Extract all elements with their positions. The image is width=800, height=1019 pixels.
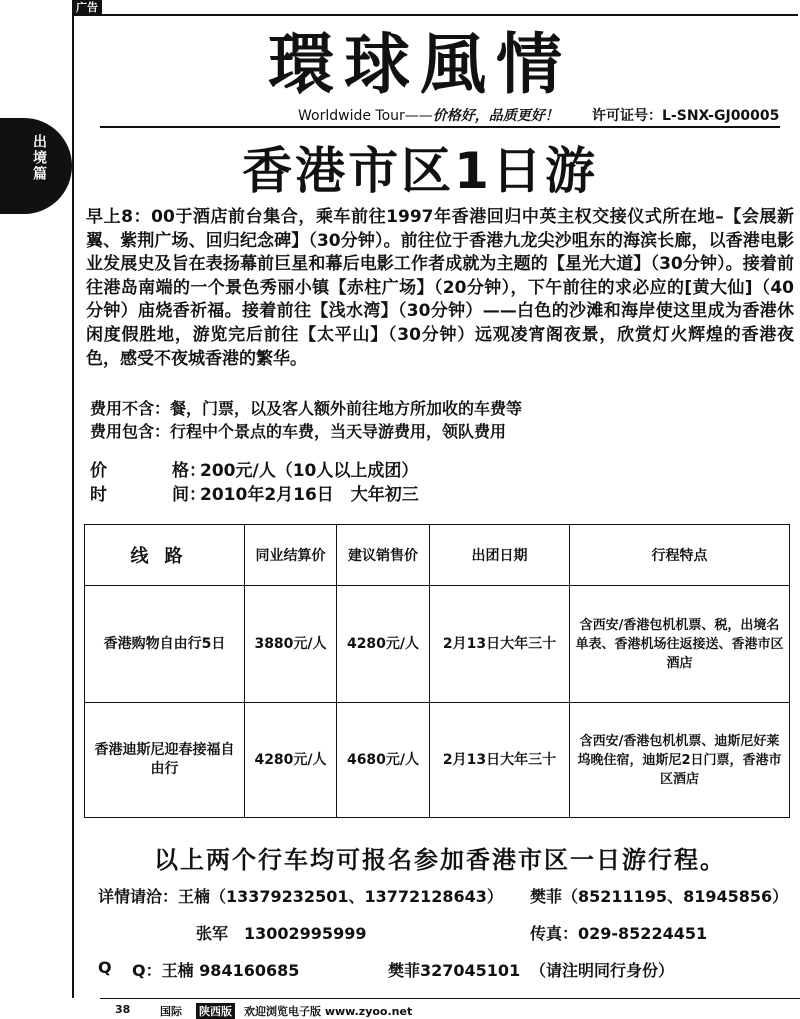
routes-table xyxy=(84,524,790,818)
tagline-chinese: 价格好，品质更好！ xyxy=(432,108,559,124)
table-header-row xyxy=(85,525,790,586)
route-name: 香港购物自由行5日 xyxy=(85,586,245,703)
brand-tagline xyxy=(298,105,559,125)
header-features: 行程特点 xyxy=(570,525,790,586)
table-row xyxy=(85,586,790,703)
ad-label: 广告 xyxy=(72,0,102,15)
qq-prefix: Q xyxy=(98,958,112,977)
price-line xyxy=(90,456,418,481)
tagline-english: Worldwide Tour—— xyxy=(298,108,433,124)
contact-fan: 樊菲（85211195、81945856） xyxy=(530,887,789,906)
qq-fan: 樊菲327045101 xyxy=(388,961,521,980)
brand-title: 環球風情 xyxy=(268,25,572,103)
table-row xyxy=(85,703,790,818)
contact-fax: 传真：029-85224451 xyxy=(530,924,708,943)
route-name: 香港迪斯尼迎春接福自由行 xyxy=(85,703,245,818)
page-headline: 香港市区1日游 xyxy=(242,142,598,200)
trade-price: 3880元/人 xyxy=(245,586,337,703)
price-label: 价 格： xyxy=(90,461,206,481)
price-value: 200元/人（10人以上成团） xyxy=(200,461,419,481)
fee-excluded: 费用不含：餐，门票，以及客人额外前往地方所加收的车费等 xyxy=(90,399,523,418)
contact-zhang: 张军 13002995999 xyxy=(196,924,367,943)
retail-price: 4680元/人 xyxy=(337,703,430,818)
header-trade-price: 同业结算价 xyxy=(245,525,337,586)
departure-date: 2月13日大年三十 xyxy=(430,703,570,818)
promo-banner: 以上两个行车均可报名参加香港市区一日游行程。 xyxy=(154,846,726,874)
qq-note: （请注明同行身份） xyxy=(530,961,675,980)
trade-price: 4280元/人 xyxy=(245,703,337,818)
page-number: 38 xyxy=(115,1003,131,1016)
route-features: 含西安/香港包机机票、迪斯尼好莱坞晚住宿，迪斯尼2日门票，香港市区酒店 xyxy=(570,703,790,818)
itinerary-text: 早上8：00于酒店前台集合，乘车前往1997年香港回归中英主权交接仪式所在地–【会展新翼、紫荆广场、回归纪念碑】（30分钟）。前往位于香港九龙尖沙咀东的海滨长廊，以香港电影业发展史及旨在表扬幕前巨星和幕后电影工作者成就为主题的【星光大道】（30分钟）。接着前往港岛南端的一个景色秀丽小镇【赤柱广场】（20分钟），下午前往的求必应的[黄大仙]（40分钟）庙烧香祈福。接着前往【浅水湾】（30分钟）——白色的沙滩和海岸使这里成为香港休闲度假胜地，游览完后前往【太平山】（30分钟）远观凌宵阁夜景，欣赏灯火辉煌的香港夜色，感受不夜城香港的繁华。 xyxy=(86,207,794,369)
header-divider xyxy=(100,126,780,128)
header-departure-date: 出团日期 xyxy=(430,525,570,586)
header-route: 线路 xyxy=(85,525,245,586)
license-number: 许可证号：L-SNX-GJ00005 xyxy=(592,108,780,124)
header-retail-price: 建议销售价 xyxy=(337,525,430,586)
section-side-tab-label: 出境篇 xyxy=(31,134,47,182)
footer-edition-badge: 陕西版 xyxy=(196,1003,235,1019)
footer-website[interactable]: 欢迎浏览电子版 www.zyoo.net xyxy=(244,1005,413,1018)
route-features: 含西安/香港包机机票、税，出境名单表、香港机场往返接送、香港市区酒店 xyxy=(570,586,790,703)
qq-wang: Q：王楠 984160685 xyxy=(132,961,300,980)
departure-date: 2月13日大年三十 xyxy=(430,586,570,703)
fee-included: 费用包含：行程中个景点的车费，当天导游费用，领队费用 xyxy=(90,422,507,441)
contact-wang: 详情请洽：王楠（13379232501、13772128643） xyxy=(98,887,503,906)
retail-price: 4280元/人 xyxy=(337,586,430,703)
section-side-tab xyxy=(0,118,72,214)
date-value: 2010年2月16日 大年初三 xyxy=(200,485,419,505)
date-label: 时 间： xyxy=(90,485,206,505)
footer-divider xyxy=(100,998,800,999)
date-line xyxy=(90,480,419,505)
footer-section: 国际 xyxy=(160,1005,182,1018)
